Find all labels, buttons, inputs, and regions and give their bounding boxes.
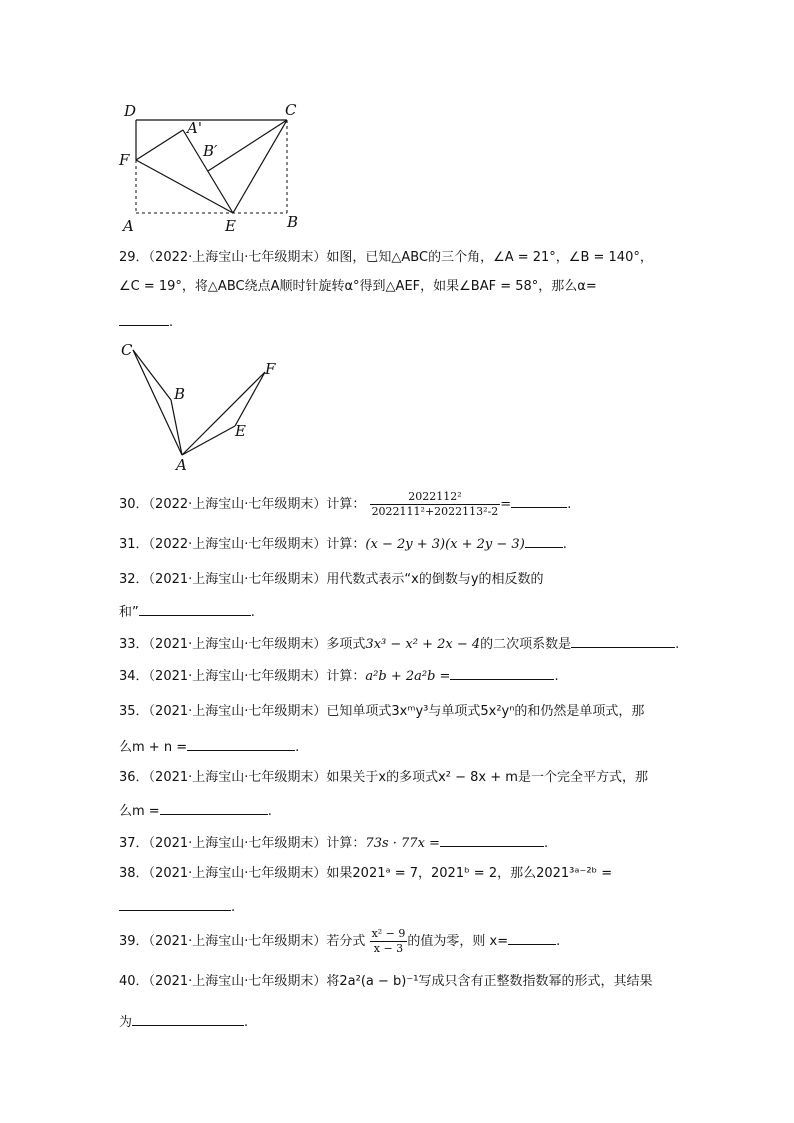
question-32-line2: [119, 601, 255, 623]
expression: a²b + 2a²b =: [365, 669, 451, 684]
label-F: F: [265, 360, 276, 378]
question-source: （2021·上海宝山·七年级期末）: [148, 934, 327, 949]
question-source: （2022·上海宝山·七年级期末）: [148, 497, 327, 512]
fraction: [370, 927, 408, 956]
question-source: （2021·上海宝山·七年级期末）: [148, 836, 327, 851]
question-number: 34．: [119, 669, 149, 684]
question-text: 的二次项系数是: [480, 637, 572, 652]
question-text: 如果关于x的多项式x² − 8x + m是一个完全平方式，那: [326, 770, 648, 785]
answer-blank[interactable]: [511, 493, 567, 508]
question-number: 32．: [119, 572, 149, 587]
period: .: [554, 669, 559, 684]
answer-blank[interactable]: [440, 832, 544, 847]
question-number: 33．: [119, 637, 149, 652]
figure-rotated-triangles: [115, 338, 290, 473]
question-source: （2022·上海宝山·七年级期末）: [148, 250, 327, 265]
question-36: [119, 768, 648, 788]
question-text: 如图，已知△ABC的三个角，∠A = 21°，∠B = 140°，: [326, 250, 653, 265]
fraction-numerator: 2022112²: [370, 490, 501, 505]
fraction: [370, 490, 501, 519]
label-A: A: [123, 217, 134, 235]
question-text: 么m =: [119, 804, 160, 819]
label-A-prime: A': [187, 119, 202, 137]
question-29: [119, 248, 653, 268]
question-number: 37．: [119, 836, 149, 851]
expression: 3x³ − x² + 2x − 4: [365, 637, 481, 652]
question-number: 29．: [119, 250, 149, 265]
answer-blank[interactable]: [187, 736, 295, 751]
question-40-line2: [119, 1011, 248, 1033]
period: .: [244, 1015, 249, 1030]
question-number: 36．: [119, 770, 149, 785]
edge-FA-prime: [136, 130, 183, 160]
question-number: 39．: [119, 934, 149, 949]
question-text: 和”: [119, 605, 139, 620]
question-source: （2021·上海宝山·七年级期末）: [148, 974, 327, 989]
answer-blank[interactable]: [508, 930, 556, 945]
equals: =: [500, 497, 512, 512]
question-source: （2022·上海宝山·七年级期末）: [148, 537, 327, 552]
label-A: A: [176, 456, 187, 473]
question-text: 用代数式表示“x的倒数与y的相反数的: [326, 572, 544, 587]
label-C: C: [121, 341, 133, 359]
edge-FE: [136, 160, 233, 213]
question-text: 的值为零，则 x=: [407, 934, 509, 949]
question-text: 么m + n =: [119, 740, 188, 755]
edge-AF: [182, 372, 265, 455]
figure-folded-rectangle: [115, 98, 315, 238]
edge-CB: [133, 350, 171, 400]
answer-blank[interactable]: [132, 1011, 244, 1026]
question-text: 将2a²(a − b)⁻¹写成只含有正整数指数幂的形式，其结果: [326, 974, 653, 989]
question-source: （2021·上海宝山·七年级期末）: [148, 770, 327, 785]
edge-EF: [235, 372, 265, 426]
edge-CE: [233, 120, 287, 213]
period: .: [295, 740, 300, 755]
label-F: F: [119, 151, 130, 169]
question-38-line2: [119, 896, 235, 918]
edge-AE: [182, 426, 235, 455]
period: .: [562, 537, 567, 552]
question-40: [119, 972, 652, 992]
question-39: [119, 925, 560, 959]
expression: 73s · 77x =: [365, 836, 440, 851]
question-35-line2: [119, 736, 299, 758]
question-source: （2021·上海宝山·七年级期末）: [148, 572, 327, 587]
question-text: 多项式: [326, 637, 366, 652]
question-34: [119, 665, 559, 687]
question-text: ∠C = 19°，将△ABC绕点A顺时针旋转α°得到△AEF，如果∠BAF = 58°，那么α=: [119, 279, 597, 294]
edge-B-prime-C: [208, 120, 287, 171]
question-31: [119, 533, 567, 555]
period: .: [169, 315, 174, 330]
answer-blank[interactable]: [119, 311, 169, 326]
question-text: 计算：: [326, 669, 366, 684]
question-source: （2021·上海宝山·七年级期末）: [148, 669, 327, 684]
edge-BA: [171, 400, 182, 455]
question-text: 已知单项式3xᵐy³与单项式5x²yⁿ的和仍然是单项式，那: [326, 704, 645, 719]
question-35: [119, 702, 644, 722]
answer-blank[interactable]: [450, 665, 554, 680]
period: .: [250, 605, 255, 620]
question-33: [119, 633, 679, 655]
label-E: E: [225, 217, 236, 235]
question-number: 38．: [119, 866, 149, 881]
question-number: 35．: [119, 704, 149, 719]
question-source: （2021·上海宝山·七年级期末）: [148, 704, 327, 719]
answer-blank[interactable]: [160, 800, 268, 815]
label-B: B: [287, 213, 299, 231]
period: .: [267, 804, 272, 819]
question-text: 如果2021ᵃ = 7，2021ᵇ = 2，那么2021³ᵃ⁻²ᵇ =: [326, 866, 613, 881]
period: .: [567, 497, 572, 512]
question-29-line2: [119, 277, 597, 297]
question-source: （2021·上海宝山·七年级期末）: [148, 866, 327, 881]
question-29-line3: [119, 311, 173, 333]
question-37: [119, 832, 548, 854]
question-text: 若分式: [326, 934, 366, 949]
answer-blank[interactable]: [139, 601, 251, 616]
question-32: [119, 570, 544, 590]
question-number: 40．: [119, 974, 149, 989]
answer-blank[interactable]: [525, 533, 563, 548]
question-30: [119, 488, 571, 522]
fraction-denominator: x − 3: [373, 942, 404, 955]
label-D: D: [124, 102, 137, 120]
question-source: （2021·上海宝山·七年级期末）: [148, 637, 327, 652]
period: .: [675, 637, 680, 652]
fraction-denominator: 2022111²+2022113²-2: [371, 505, 499, 518]
question-number: 31．: [119, 537, 149, 552]
expression: (x − 2y + 3)(x + 2y − 3): [365, 537, 525, 552]
fraction-numerator: x² − 9: [371, 927, 406, 940]
question-38: [119, 864, 612, 884]
answer-blank[interactable]: [119, 896, 231, 911]
label-B: B: [174, 385, 186, 403]
period: .: [556, 934, 561, 949]
period: .: [543, 836, 549, 851]
question-36-line2: [119, 800, 272, 822]
question-text: 计算：: [326, 537, 366, 552]
answer-blank[interactable]: [571, 633, 675, 648]
question-number: 30．: [119, 497, 149, 512]
question-text: 计算：: [326, 497, 366, 512]
question-text: 计算：: [326, 836, 366, 851]
label-C: C: [285, 101, 297, 119]
label-B-prime: B′: [203, 142, 218, 160]
question-text: 为: [119, 1015, 133, 1030]
label-E: E: [235, 422, 246, 440]
period: .: [231, 900, 236, 915]
